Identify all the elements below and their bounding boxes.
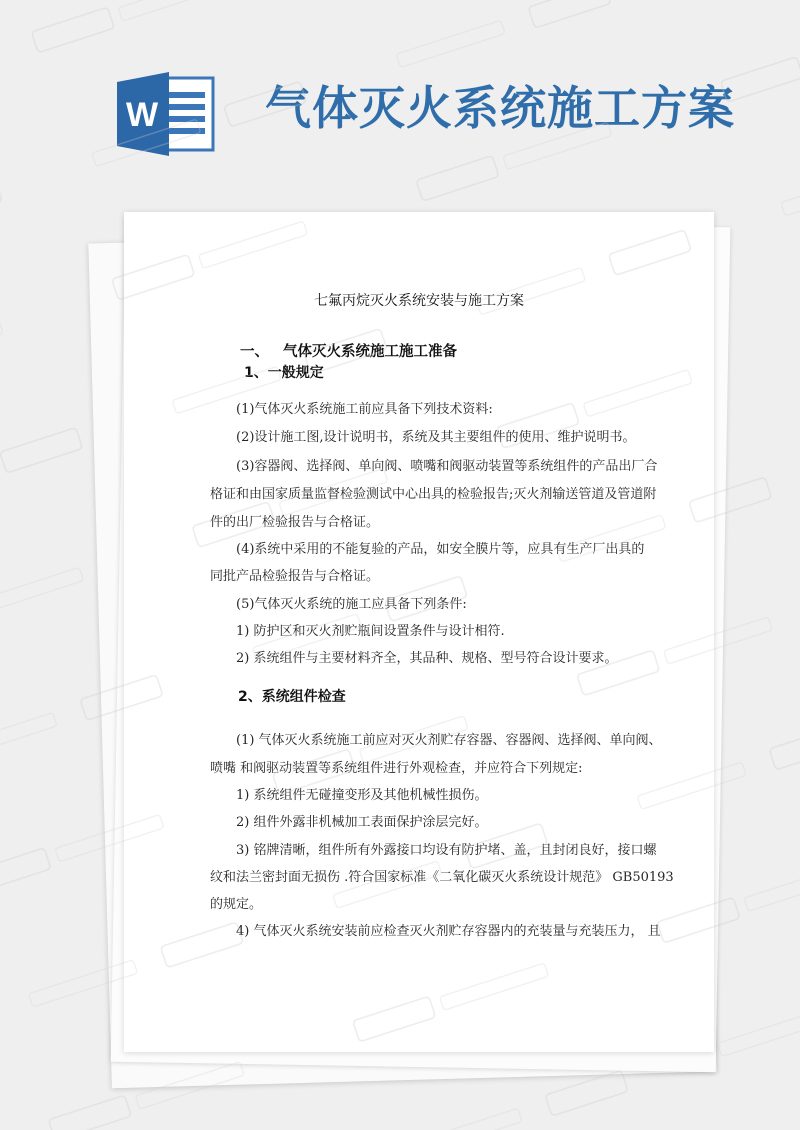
- paragraph-line: 3) 铭牌清晰，组件所有外露接口均设有防护堵、盖，且封闭良好，接口螺: [236, 843, 657, 858]
- subsection-heading-inspection: 2、系统组件检查: [238, 689, 346, 705]
- paragraph-line: (1) 气体灭火系统施工前应对灭火剂贮存容器、容器阀、选择阀、单向阀、: [236, 733, 662, 748]
- subsection-heading-general: 1、一般规定: [244, 365, 324, 381]
- paragraph-line: 2) 组件外露非机械加工表面保护涂层完好。: [236, 815, 488, 830]
- paragraph-line: 纹和法兰密封面无损伤 .符合国家标准《二氧化碳灭火系统设计规范》 GB50193: [210, 870, 674, 885]
- paragraph-line: 2) 系统组件与主要材料齐全，其品种、规格、型号符合设计要求。: [236, 651, 618, 666]
- paragraph-line: 同批产品检验报告与合格证。: [210, 569, 380, 584]
- paragraph-line: 喷嘴 和阀驱动装置等系统组件进行外观检查，并应符合下列规定:: [210, 761, 583, 776]
- paragraph-line: (2)设计施工图,设计说明书，系统及其主要组件的使用、维护说明书。: [236, 430, 636, 445]
- paragraph-line: 1) 系统组件无碰撞变形及其他机械性损伤。: [236, 788, 488, 803]
- paragraph-line: (4)系统中采用的不能复验的产品，如安全膜片等，应具有生产厂出具的: [236, 542, 645, 557]
- paragraph-line: (3)容器阀、选择阀、单向阀、喷嘴和阀驱动装置等系统组件的产品出厂合: [236, 459, 658, 474]
- section-number: 一、: [240, 344, 269, 360]
- paragraph-line: 4) 气体灭火系统安装前应检查灭火剂贮存容器内的充装量与充装压力， 且: [236, 924, 661, 939]
- banner-title: 气体灭火系统施工方案: [265, 81, 735, 135]
- paragraph-line: 件的出厂检验报告与合格证。: [210, 515, 380, 530]
- paragraph-line: 格证和由国家质量监督检验测试中心出具的检验报告;灭火剂输送管道及管道附: [210, 487, 657, 502]
- document-title: 七氟丙烷灭火系统安装与施工方案: [314, 293, 524, 309]
- word-document-icon: [117, 70, 217, 158]
- paragraph-line: 的规定。: [210, 897, 263, 912]
- paragraph-line: 1) 防护区和灭火剂贮瓶间设置条件与设计相符.: [236, 624, 505, 639]
- banner-header: [0, 0, 800, 200]
- section-heading: 气体灭火系统施工施工准备: [283, 344, 457, 360]
- svg-text:W: W: [125, 96, 159, 134]
- paragraph-line: (1)气体灭火系统施工前应具备下列技术资料:: [236, 402, 493, 417]
- paragraph-line: (5)气体灭火系统的施工应具备下列条件:: [236, 597, 467, 612]
